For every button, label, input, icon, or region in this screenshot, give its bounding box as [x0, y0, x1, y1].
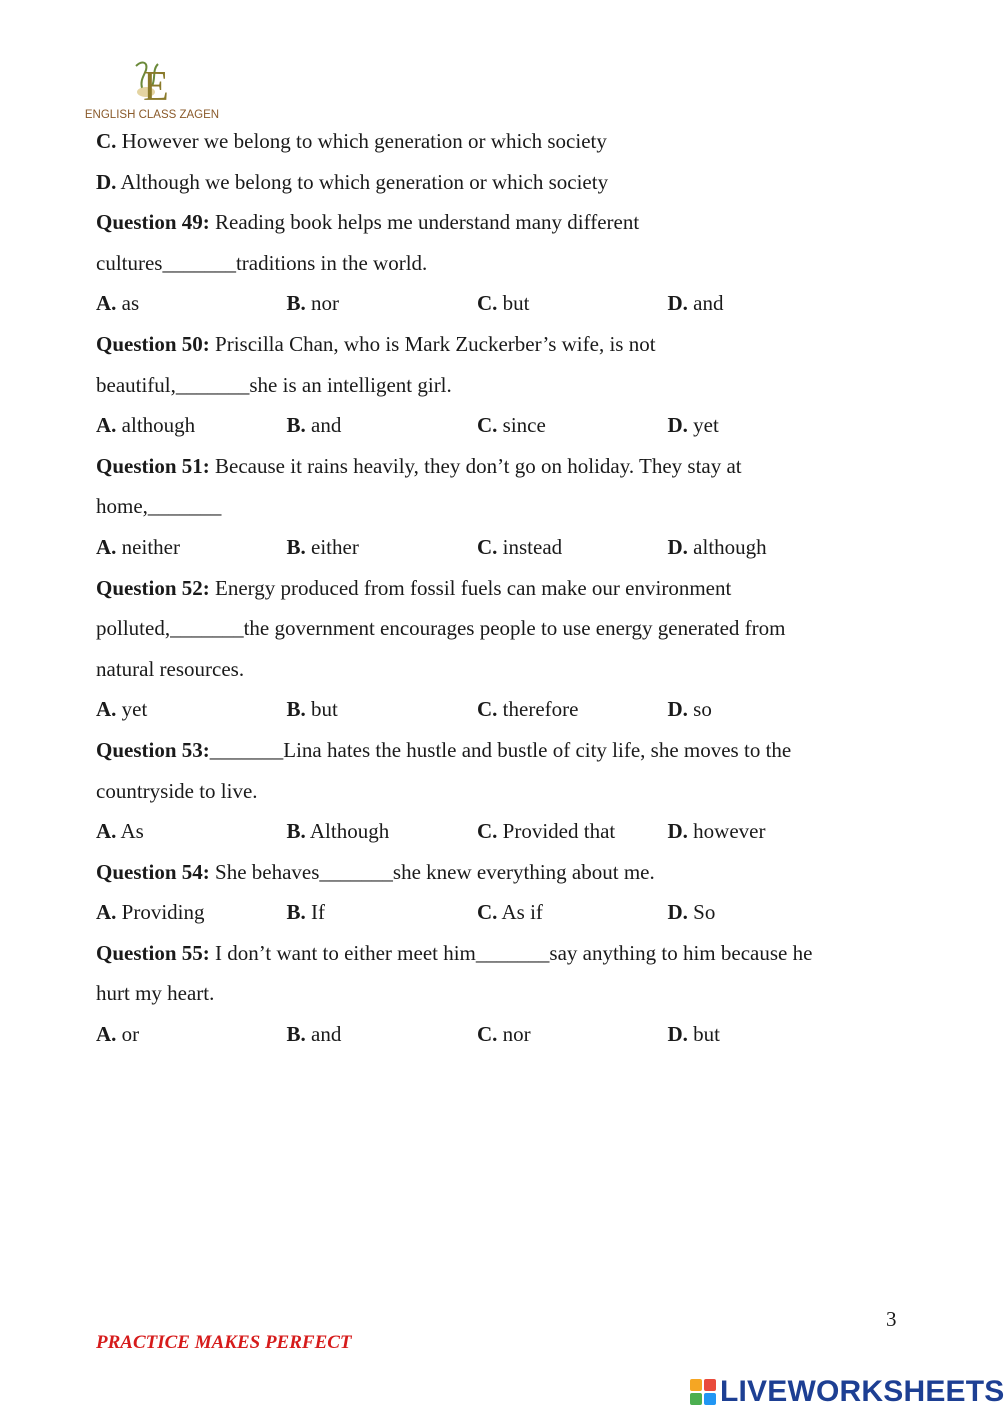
option-d[interactable]: D. although: [667, 534, 767, 559]
option-d[interactable]: D. however: [667, 819, 766, 844]
option-c[interactable]: C. nor: [477, 1022, 531, 1047]
answer-options: [96, 283, 916, 324]
question-54: Question 54: She behaves_______she knew everything about me. A. Providing B. If C. As if D. So: [96, 852, 916, 933]
option-a[interactable]: A. as: [96, 291, 140, 316]
option-c[interactable]: C. Provided that: [477, 819, 616, 844]
option-b[interactable]: B. either: [286, 534, 359, 559]
question-53: Question 53:_______Lina hates the hustle and bustle of city life, she moves to the countryside to live. A. As B. Although C. Provided that D. however: [96, 730, 916, 852]
question-label: Question 54:: [96, 859, 210, 884]
logo-caption: ENGLISH CLASS ZAGEN: [84, 109, 220, 121]
option-c[interactable]: C. As if: [477, 900, 543, 925]
question-label: Question 49:: [96, 210, 210, 235]
liveworksheets-brand[interactable]: [690, 1374, 1005, 1410]
option-b[interactable]: B. but: [286, 697, 338, 722]
question-label: Question 51:: [96, 453, 210, 478]
option-b[interactable]: B. If: [286, 900, 326, 925]
logo-emblem-icon: [84, 60, 220, 122]
option-a[interactable]: A. neither: [96, 534, 180, 559]
option-c[interactable]: C. therefore: [477, 697, 579, 722]
question-label: Question 53:: [96, 737, 210, 762]
question-label: Question 52:: [96, 575, 210, 600]
option-d[interactable]: D. but: [667, 1022, 721, 1047]
liveworksheets-label: LIVEWORKSHEETS: [720, 1375, 1005, 1408]
question-50: Question 50: Priscilla Chan, who is Mark Zuckerber’s wife, is not beautiful,_______she is an intelligent girl. A. although B. and C. since D. yet: [96, 324, 916, 446]
logo-letter: E: [143, 64, 169, 110]
option-b[interactable]: B. and: [286, 1022, 342, 1047]
question-label: Question 55:: [96, 940, 210, 965]
answer-options: [96, 405, 916, 446]
option-c[interactable]: C. but: [477, 291, 530, 316]
option-d[interactable]: D. so: [667, 697, 712, 722]
option-d[interactable]: D. So: [667, 900, 716, 925]
page-number: 3: [886, 1307, 897, 1331]
option-a[interactable]: A. Providing: [96, 900, 205, 925]
option-a[interactable]: A. although: [96, 413, 196, 438]
question-49: Question 49: Reading book helps me understand many different cultures_______traditions in the world. A. as B. nor C. but D. and: [96, 202, 916, 324]
logo: [84, 60, 220, 122]
option-b[interactable]: B. Although: [286, 819, 390, 844]
question-51: Question 51: Because it rains heavily, they don’t go on holiday. They stay at home,_______ A. neither B. either C. instead D. although: [96, 446, 916, 568]
option-b[interactable]: B. nor: [286, 291, 340, 316]
answer-options: [96, 811, 916, 852]
option-line-d: D. Although we belong to which generation or which society: [96, 169, 609, 194]
answer-options: [96, 892, 916, 933]
option-d[interactable]: D. and: [667, 291, 724, 316]
liveworksheets-logo-icon: [690, 1379, 716, 1405]
footer-motto: PRACTICE MAKES PERFECT: [96, 1332, 352, 1353]
option-c[interactable]: C. instead: [477, 534, 563, 559]
answer-options: [96, 1014, 916, 1055]
question-55: Question 55: I don’t want to either meet him_______say anything to him because he hurt my heart. A. or B. and C. nor D. but: [96, 933, 916, 1055]
option-a[interactable]: A. or: [96, 1022, 140, 1047]
question-label: Question 50:: [96, 331, 210, 356]
worksheet-body: [96, 121, 916, 1055]
option-d[interactable]: D. yet: [667, 413, 719, 438]
option-a[interactable]: A. As: [96, 819, 144, 844]
option-line-c: C. However we belong to which generation or which society: [96, 129, 607, 153]
answer-options: [96, 527, 916, 568]
option-a[interactable]: A. yet: [96, 697, 148, 722]
question-52: Question 52: Energy produced from fossil fuels can make our environment polluted,_______the government encourages people to use energy generated from natural resources. A. yet B. but C. therefore D. so: [96, 568, 916, 730]
answer-options: [96, 689, 916, 730]
option-b[interactable]: B. and: [286, 413, 342, 438]
option-c[interactable]: C. since: [477, 413, 546, 438]
